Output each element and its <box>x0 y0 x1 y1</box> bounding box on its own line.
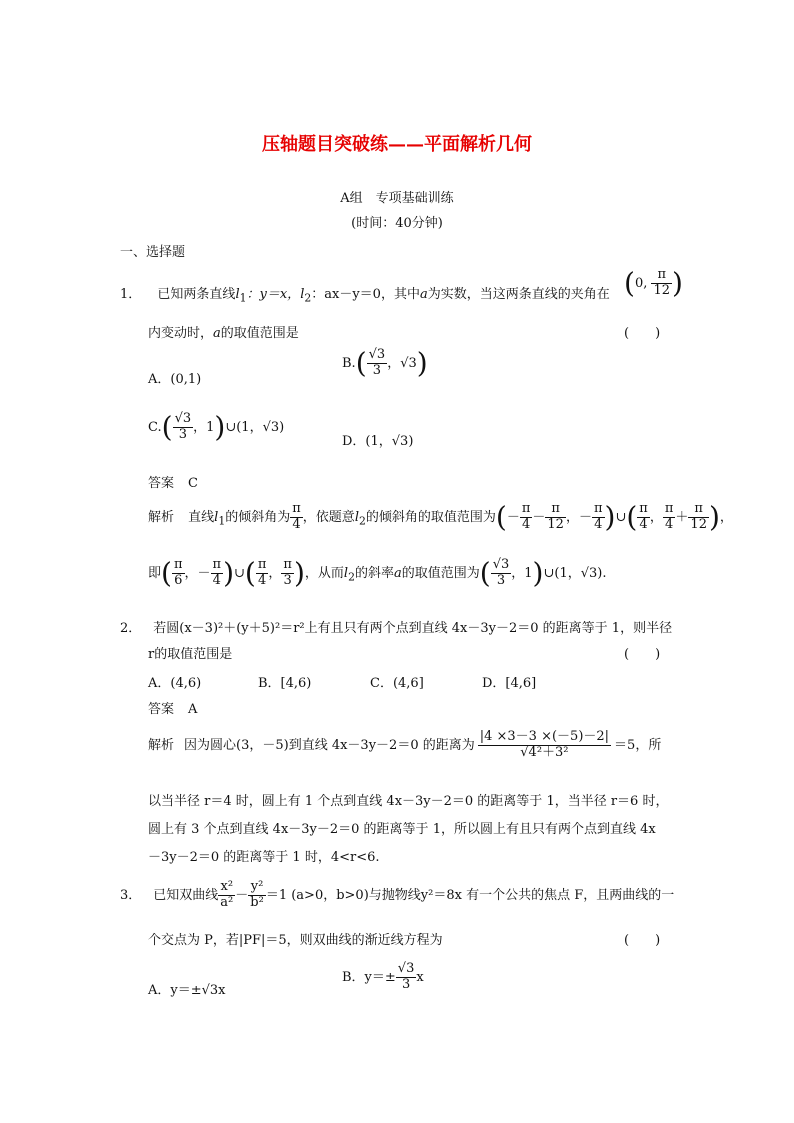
option-c: C.( $\frac{√3}{3}$ ，1)∪(1，√3) <box>148 410 285 444</box>
option-b: B．y＝± $\frac{√3}{3}$ x <box>342 961 424 992</box>
answer-blank: ( ) <box>624 933 661 948</box>
answer-blank: ( ) <box>624 326 661 341</box>
question-1-stem: 1． 已知两条直线$l_1$：y＝x，$l_2$：ax－y＝0，其中a为实数，当这两条直线的夹角在 <box>120 287 610 305</box>
time-limit: (时间：40分钟) <box>351 216 443 231</box>
explanation-line-1: 解析 直线$l_1$的倾斜角为 $\frac{\pi}{4}$ ，依题意$l_2$的倾斜角的取值范围为(－ $\frac{\pi}{4}$ － $\frac{\pi}{12}$ ，－ $\frac{\pi}{4}$ )∪( $\frac{\pi}{4}$ ， $\frac{\pi}{4}$ ＋ $\frac{\pi}{12}$ )， <box>148 500 733 534</box>
answer-blank: ( ) <box>624 647 661 662</box>
answer-label: 答案 <box>148 476 175 491</box>
interval-0-pi12: (0, $\frac{\pi}{12}$ ) <box>624 266 683 300</box>
option-a: A．(4,6) <box>148 676 202 691</box>
group-heading: A组 专项基础训练 <box>340 191 454 206</box>
question-number: 1． <box>120 287 142 302</box>
question-number: 3． <box>120 887 142 903</box>
explanation-line-1: 解析 因为圆心(3，－5)到直线 4x－3y－2＝0 的距离为 $\frac{|4 \times 3-3 \times(-5)-2|}{\text{√4²＋3²}}$ ＝5，所 <box>148 729 662 760</box>
question-3-line2: 个交点为 P，若|PF|＝5，则双曲线的渐近线方程为 <box>148 933 443 948</box>
answer-line <box>148 472 198 491</box>
explanation-line-4: －3y－2＝0 的距离等于 1 时，4<r<6. <box>148 850 380 865</box>
question-2-line2: r的取值范围是 <box>148 647 233 662</box>
option-a: A．y＝±√3x <box>148 983 226 998</box>
explanation-line-2: 即( $\frac{\pi}{6}$ ，－ $\frac{\pi}{4}$ )∪( $\frac{\pi}{4}$ ， $\frac{\pi}{3}$ )，从而$l_2$的斜率a的取值范围为( $\frac{√3}{3}$ ，1)∪(1，√3). <box>148 556 607 590</box>
answer-value: A <box>188 702 198 717</box>
question-2-stem: 2． 若圆(x－3)²＋(y＋5)²＝r²上有且只有两个点到直线 4x－3y－2＝0 的距离等于 1，则半径 <box>120 621 673 636</box>
option-d: D．[4,6] <box>482 676 537 691</box>
option-a: A．(0,1) <box>148 372 202 387</box>
answer-line <box>148 698 197 717</box>
page-title: 压轴题目突破练——平面解析几何 <box>262 134 532 155</box>
option-c: C．(4,6] <box>370 676 424 691</box>
answer-label: 答案 <box>148 702 175 717</box>
option-d: D．(1，√3) <box>342 434 414 449</box>
question-number: 2． <box>120 621 142 636</box>
question-3-stem: 3． 已知双曲线 $\frac{\text{x²}}{\text{a²}}$ － $\frac{\text{y²}}{\text{b²}}$ ＝1 (a>0，b>0)与抛物线y²＝8x 有一个公共的焦点 F，且两曲线的一 <box>120 879 675 910</box>
question-1-line2: 内变动时，a的取值范围是 <box>148 326 299 341</box>
option-b: B.( $\frac{√3}{3}$ ，√3) <box>342 346 428 380</box>
section-heading: 一、选择题 <box>120 245 186 260</box>
explanation-line-2: 以当半径 r＝4 时，圆上有 1 个点到直线 4x－3y－2＝0 的距离等于 1，当半径 r＝6 时， <box>148 794 669 809</box>
explanation-line-3: 圆上有 3 个点到直线 4x－3y－2＝0 的距离等于 1，所以圆上有且只有两个点到直线 4x <box>148 822 656 837</box>
option-b: B．[4,6) <box>258 676 312 691</box>
answer-value: C <box>188 476 198 491</box>
